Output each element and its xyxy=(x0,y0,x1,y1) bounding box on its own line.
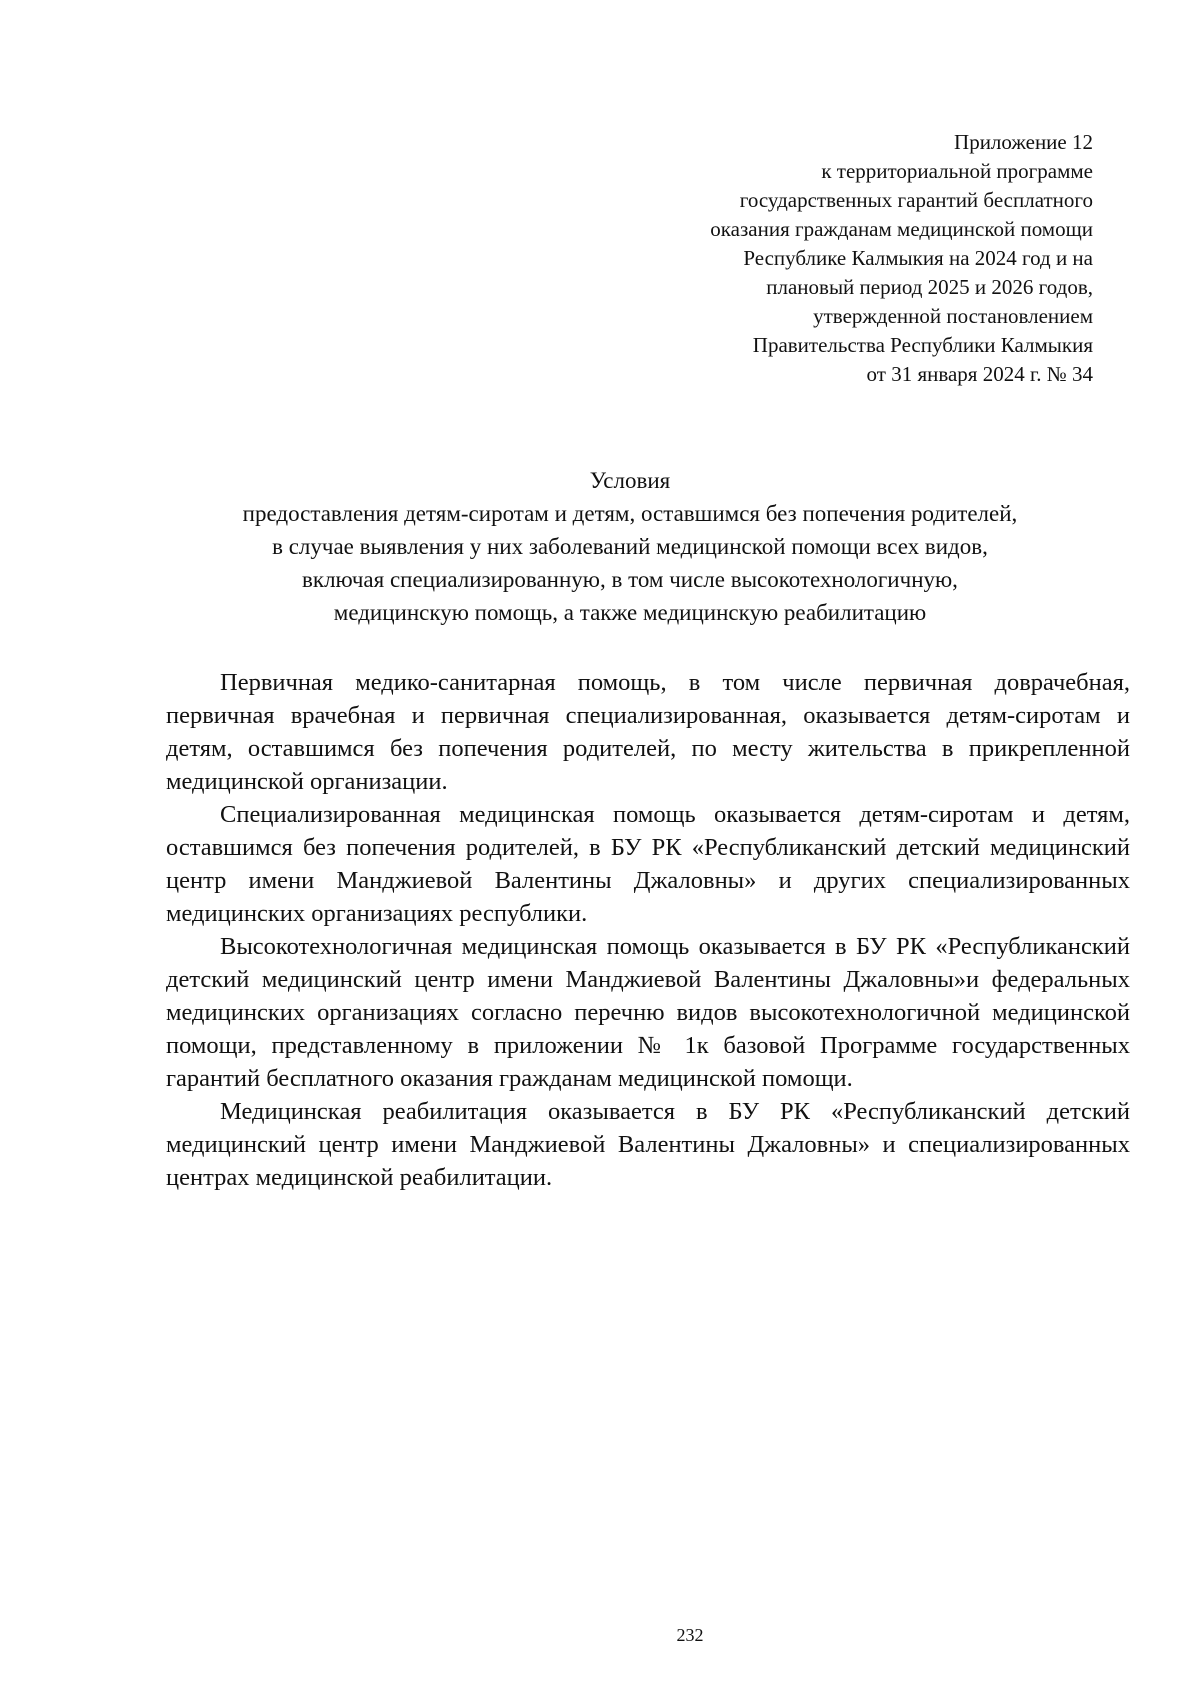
paragraph: Высокотехнологичная медицинская помощь оказывается в БУ РК «Республиканский детский медицинский центр имени Манджиевой Валентины Джаловны»и федеральных медицинских организациях согласно перечню видов высокотехнологичной медицинской помощи, представленному в приложении № 1к базовой Программе государственных гарантий бесплатного оказания гражданам медицинской помощи. xyxy=(166,933,1130,1092)
appendix-line: Республике Калмыкия на 2024 год и на xyxy=(743,246,1093,270)
appendix-header xyxy=(573,128,1093,389)
appendix-line: государственных гарантий бесплатного xyxy=(739,188,1093,212)
appendix-line: плановый период 2025 и 2026 годов, xyxy=(766,275,1093,299)
appendix-line: к территориальной программе xyxy=(821,159,1093,183)
document-body xyxy=(166,666,1130,1194)
title-line: в случае выявления у них заболеваний медицинской помощи всех видов, xyxy=(272,534,988,559)
document-title xyxy=(150,464,1110,629)
paragraph: Первичная медико-санитарная помощь, в том числе первичная доврачебная, первичная врачебная и первичная специализированная, оказывается детям-сиротам и детям, оставшимся без попечения родителей, по месту жительства в прикрепленной медицинской организации. xyxy=(166,669,1130,795)
appendix-line: от 31 января 2024 г. № 34 xyxy=(866,362,1093,386)
appendix-line: Правительства Республики Калмыкия xyxy=(752,333,1093,357)
appendix-line: Приложение 12 xyxy=(954,130,1093,154)
appendix-line: утвержденной постановлением xyxy=(813,304,1093,328)
title-line: включая специализированную, в том числе высокотехнологичную, xyxy=(302,567,958,592)
page-number: 232 xyxy=(676,1625,704,1645)
paragraph: Медицинская реабилитация оказывается в БУ РК «Республиканский детский медицинский центр имени Манджиевой Валентины Джаловны» и специализированных центрах медицинской реабилитации. xyxy=(166,1098,1130,1191)
appendix-line: оказания гражданам медицинской помощи xyxy=(710,217,1093,241)
title-heading: Условия xyxy=(589,468,671,493)
title-line: предоставления детям-сиротам и детям, оставшимся без попечения родителей, xyxy=(242,501,1018,526)
paragraph: Специализированная медицинская помощь оказывается детям-сиротам и детям, оставшимся без попечения родителей, в БУ РК «Республиканский детский медицинский центр имени Манджиевой Валентины Джаловны» и других специализированных медицинских организациях республики. xyxy=(166,801,1130,927)
title-line: медицинскую помощь, а также медицинскую реабилитацию xyxy=(333,600,927,625)
